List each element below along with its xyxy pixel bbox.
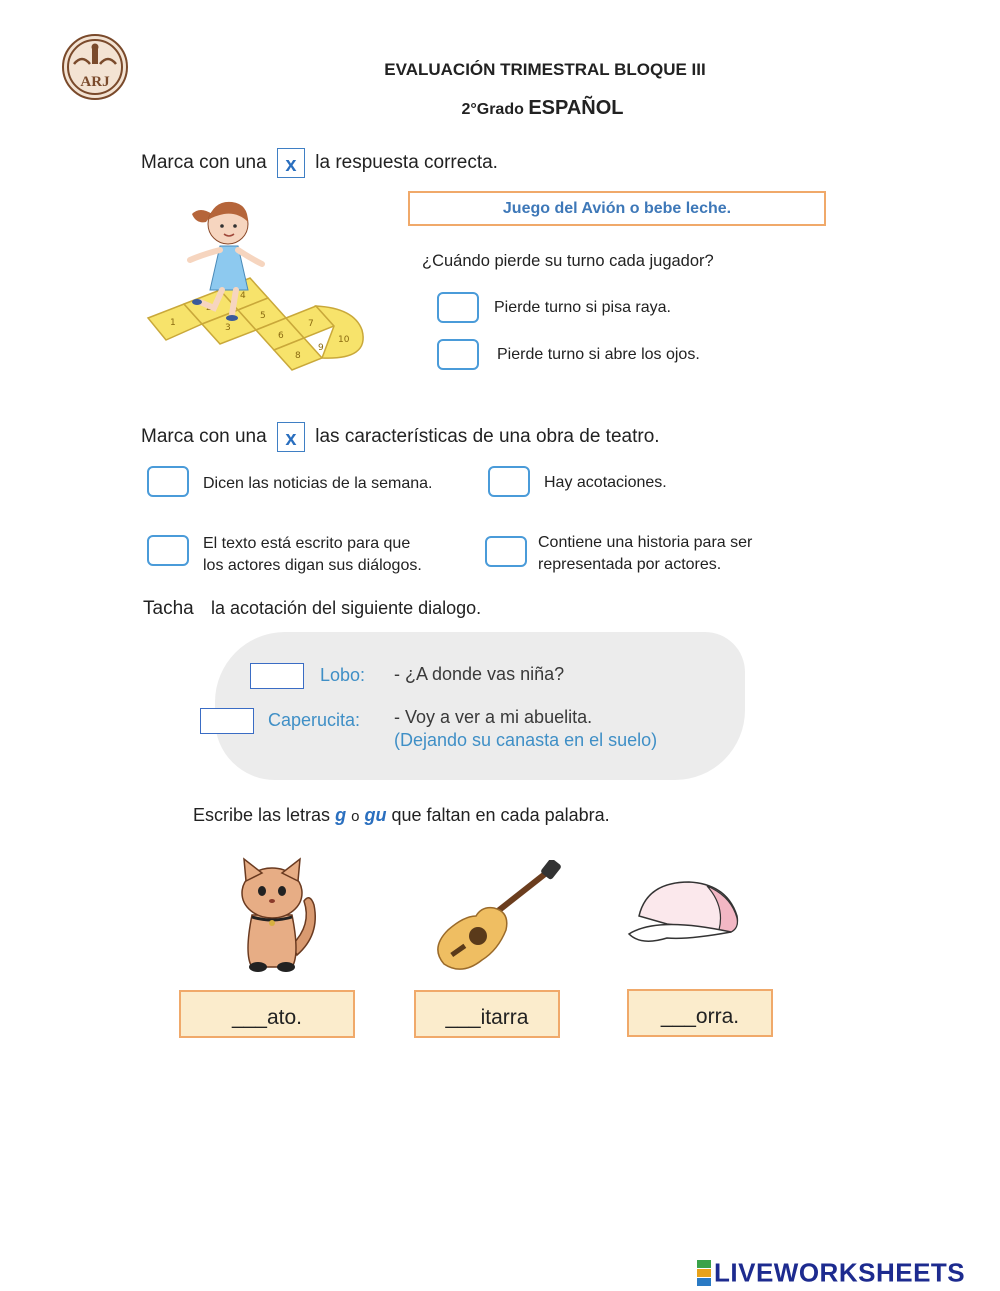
hop-number: 7: [308, 319, 314, 329]
option-line: Dicen las noticias de la semana.: [203, 475, 433, 492]
cap-illustration: [627, 876, 742, 951]
page-title: EVALUACIÓN TRIMESTRAL BLOQUE III: [384, 60, 706, 79]
stage-direction: (Dejando su canasta en el suelo): [394, 730, 658, 750]
section3-instruction: [143, 598, 481, 620]
hop-number: 6: [278, 331, 284, 341]
grade-label: 2°Grado: [461, 101, 524, 118]
mark-example: x: [277, 148, 305, 178]
liveworksheets-brand: [697, 1256, 965, 1289]
reading-title: Juego del Avión o bebe leche.: [408, 191, 826, 226]
instruction-text: Escribe las letras: [193, 805, 331, 825]
option-line: Hay acotaciones.: [544, 474, 667, 491]
word-input-gato[interactable]: ___ato.: [179, 990, 355, 1038]
option-line: representada por actores.: [538, 556, 722, 573]
dialog-bubble: [215, 632, 745, 780]
option-label: Pierde turno si pisa raya.: [494, 299, 671, 316]
brand-text: LIVEWORKSHEETS: [714, 1257, 966, 1288]
section4-instruction: [193, 805, 610, 826]
word-input-gorra[interactable]: ___orra.: [627, 989, 773, 1037]
option-label: [203, 473, 432, 495]
guitar-illustration: [428, 860, 568, 975]
section1-instruction: [141, 148, 498, 178]
speaker-lobo: Lobo:: [320, 665, 366, 685]
option-line: El texto está escrito para que: [203, 535, 411, 552]
cross-out-box-1[interactable]: [250, 663, 304, 689]
instruction-text: que faltan en cada palabra.: [391, 805, 610, 825]
liveworksheets-icon: [697, 1259, 711, 1287]
cross-out-box-2[interactable]: [200, 708, 254, 734]
option-label: [538, 532, 752, 576]
mark-example: x: [277, 422, 305, 452]
section2-instruction: [141, 422, 660, 452]
instruction-text: Marca con una: [141, 152, 267, 174]
cat-illustration: [222, 855, 322, 973]
connector: o: [351, 808, 360, 825]
theater-checkbox-2[interactable]: [488, 466, 530, 497]
option-line: los actores digan sus diálogos.: [203, 557, 422, 574]
theater-checkbox-4[interactable]: [485, 536, 527, 567]
instruction-text: la respuesta correcta.: [315, 152, 498, 174]
answer-checkbox-1[interactable]: [437, 292, 479, 323]
answer-checkbox-2[interactable]: [437, 339, 479, 370]
hopscotch-illustration: [140, 190, 370, 385]
hop-number: 5: [260, 311, 266, 321]
letter-g: g: [335, 805, 347, 825]
hop-number: 3: [225, 323, 231, 333]
hop-number: 2: [206, 303, 212, 313]
word-input-guitarra[interactable]: ___itarra: [414, 990, 560, 1038]
hop-number: 10: [338, 335, 350, 345]
option-label: Pierde turno si abre los ojos.: [497, 346, 700, 363]
theater-checkbox-1[interactable]: [147, 466, 189, 497]
subject-label: ESPAÑOL: [528, 97, 624, 119]
grade-subject: [0, 97, 1000, 120]
instruction-text: la acotación del siguiente dialogo.: [210, 598, 482, 618]
letter-gu: gu: [364, 805, 387, 825]
speaker-caperucita: Caperucita:: [268, 710, 361, 730]
svg-text:ARJ: ARJ: [80, 74, 110, 90]
option-label: [544, 472, 667, 494]
hop-number: 9: [318, 343, 324, 353]
question-text: ¿Cuándo pierde su turno cada jugador?: [422, 252, 714, 270]
dialog-line: - ¿A donde vas niña?: [394, 664, 565, 684]
theater-checkbox-3[interactable]: [147, 535, 189, 566]
hop-number: 4: [240, 291, 246, 301]
instruction-text: Marca con una: [141, 426, 267, 448]
option-label: [203, 533, 422, 577]
instruction-verb: Tacha: [143, 598, 194, 619]
instruction-text: las características de una obra de teatro.: [315, 426, 660, 448]
option-line: Contiene una historia para ser: [538, 534, 753, 551]
hop-number: 8: [295, 351, 301, 361]
dialog-line: - Voy a ver a mi abuelita.: [394, 707, 593, 727]
hop-number: 1: [170, 318, 176, 328]
